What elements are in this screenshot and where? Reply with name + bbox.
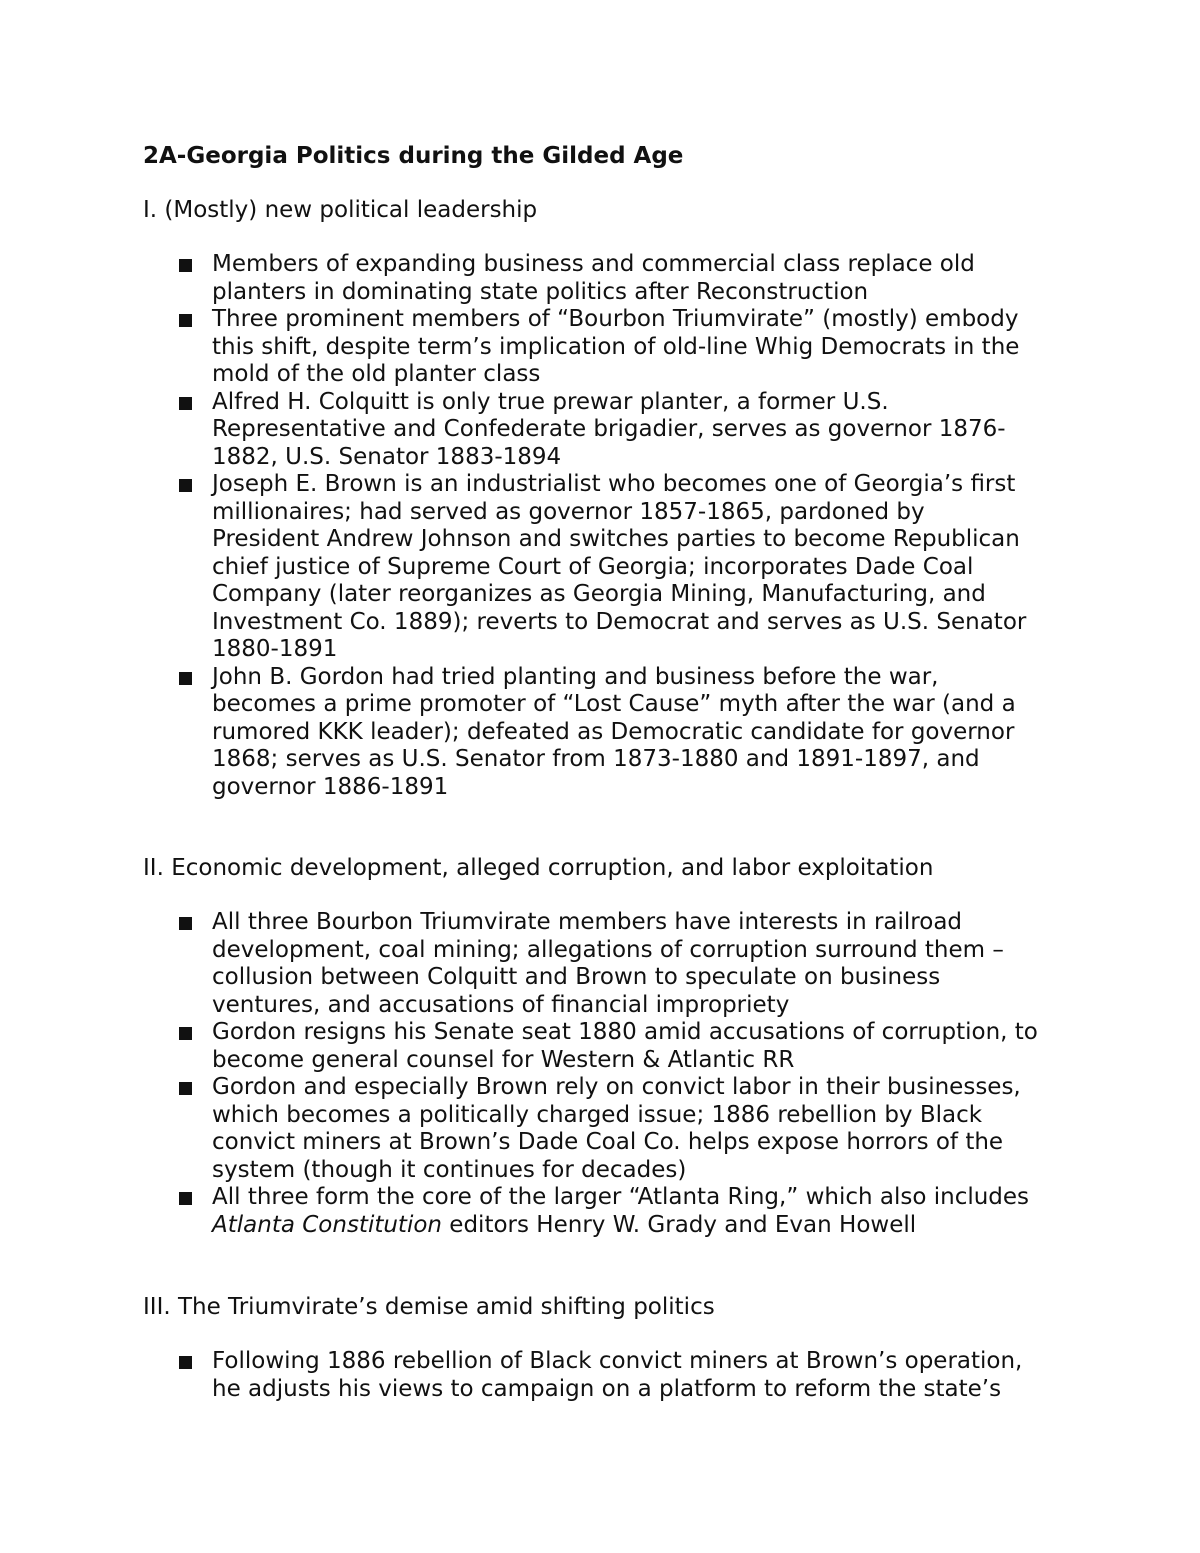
list-item — [143, 1019, 1083, 1074]
text-line: become general counsel for Western & Atlantic RR — [212, 1046, 795, 1073]
text-line: mold of the old planter class — [212, 361, 541, 387]
square-bullet-icon — [179, 397, 192, 410]
text-line: ventures, and accusations of financial impropriety — [212, 991, 790, 1018]
text-line: system (though it continues for decades) — [212, 1156, 687, 1183]
bullet-text — [212, 251, 1083, 306]
list-item — [143, 251, 1083, 306]
text-line: governor 1886-1891 — [212, 773, 449, 800]
square-bullet-icon — [179, 1027, 192, 1040]
text-line: 1882, U.S. Senator 1883-1894 — [212, 443, 562, 470]
square-bullet-icon — [179, 1192, 192, 1205]
square-bullet-icon — [179, 917, 192, 930]
text-line: Company (later reorganizes as Georgia Mining, Manufacturing, and — [212, 581, 986, 607]
square-bullet-icon — [179, 672, 192, 685]
text-line: development, coal mining; allegations of corruption surround them – — [212, 936, 1004, 963]
text-line: which becomes a politically charged issue; 1886 rebellion by Black — [212, 1101, 983, 1128]
bullet-text — [212, 389, 1083, 472]
text-line: Gordon resigns his Senate seat 1880 amid accusations of corruption, to — [212, 1019, 1038, 1045]
bullet-text — [212, 306, 1083, 389]
bullet-text — [212, 471, 1083, 664]
document-title: 2A-Georgia Politics during the Gilded Age — [143, 143, 684, 169]
text-line: rumored KKK leader); defeated as Democratic candidate for governor — [212, 718, 1015, 745]
list-item — [143, 664, 1083, 802]
section-heading-3: III. The Triumvirate’s demise amid shifting politics — [143, 1294, 715, 1320]
bullet-text — [212, 1019, 1083, 1074]
text-line: Investment Co. 1889); reverts to Democrat and serves as U.S. Senator — [212, 608, 1027, 635]
text-line: collusion between Colquitt and Brown to speculate on business — [212, 964, 941, 990]
bullet-text — [212, 664, 1083, 802]
section-3-bullet-list — [143, 1348, 1083, 1403]
text-line: John B. Gordon had tried planting and business before the war, — [212, 663, 939, 690]
text-line: Representative and Confederate brigadier, serves as governor 1876- — [212, 416, 1006, 442]
list-item — [143, 1074, 1083, 1184]
text-line: President Andrew Johnson and switches parties to become Republican — [212, 526, 1020, 552]
section-heading-1: I. (Mostly) new political leadership — [143, 197, 538, 223]
text-line: Following 1886 rebellion of Black convict miners at Brown’s operation, — [212, 1348, 1023, 1374]
square-bullet-icon — [179, 314, 192, 327]
text-line: 1868; serves as U.S. Senator from 1873-1880 and 1891-1897, and — [212, 746, 980, 772]
text-line: All three form the core of the larger “Atlanta Ring,” which also includes — [212, 1184, 1030, 1210]
text-line: Alfred H. Colquitt is only true prewar planter, a former U.S. — [212, 388, 889, 415]
list-item — [143, 389, 1083, 472]
square-bullet-icon — [179, 479, 192, 492]
section-2-bullet-list — [143, 909, 1083, 1239]
list-item — [143, 306, 1083, 389]
text-line: convict miners at Brown’s Dade Coal Co. helps expose horrors of the — [212, 1129, 1004, 1155]
square-bullet-icon — [179, 1082, 192, 1095]
list-item — [143, 1348, 1083, 1403]
text-line-rest: editors Henry W. Grady and Evan Howell — [442, 1211, 917, 1238]
text-line: he adjusts his views to campaign on a platform to reform the state’s — [212, 1375, 1002, 1402]
bullet-text — [212, 1184, 1083, 1239]
list-item — [143, 1184, 1083, 1239]
section-1-bullet-list — [143, 251, 1083, 801]
square-bullet-icon — [179, 1356, 192, 1369]
text-line: becomes a prime promoter of “Lost Cause” myth after the war (and a — [212, 691, 1016, 717]
text-line: chief justice of Supreme Court of Georgia; incorporates Dade Coal — [212, 553, 974, 580]
text-line: planters in dominating state politics after Reconstruction — [212, 278, 869, 305]
text-line: 1880-1891 — [212, 636, 338, 662]
text-line — [212, 1212, 1083, 1240]
bullet-text — [212, 1074, 1083, 1184]
text-line: Three prominent members of “Bourbon Triumvirate” (mostly) embody — [212, 306, 1019, 332]
text-line: millionaires; had served as governor 1857-1865, pardoned by — [212, 498, 925, 525]
bullet-text — [212, 1348, 1083, 1403]
bullet-text — [212, 909, 1083, 1019]
list-item — [143, 471, 1083, 664]
text-line: this shift, despite term’s implication of old-line Whig Democrats in the — [212, 333, 1020, 360]
text-line: All three Bourbon Triumvirate members have interests in railroad — [212, 909, 963, 935]
square-bullet-icon — [179, 259, 192, 272]
text-line: Members of expanding business and commercial class replace old — [212, 251, 975, 277]
text-line: Joseph E. Brown is an industrialist who becomes one of Georgia’s first — [212, 471, 1016, 497]
section-heading-2: II. Economic development, alleged corruption, and labor exploitation — [143, 855, 934, 881]
newspaper-title: Atlanta Constitution — [212, 1211, 442, 1238]
text-line: Gordon and especially Brown rely on convict labor in their businesses, — [212, 1074, 1021, 1100]
list-item — [143, 909, 1083, 1019]
